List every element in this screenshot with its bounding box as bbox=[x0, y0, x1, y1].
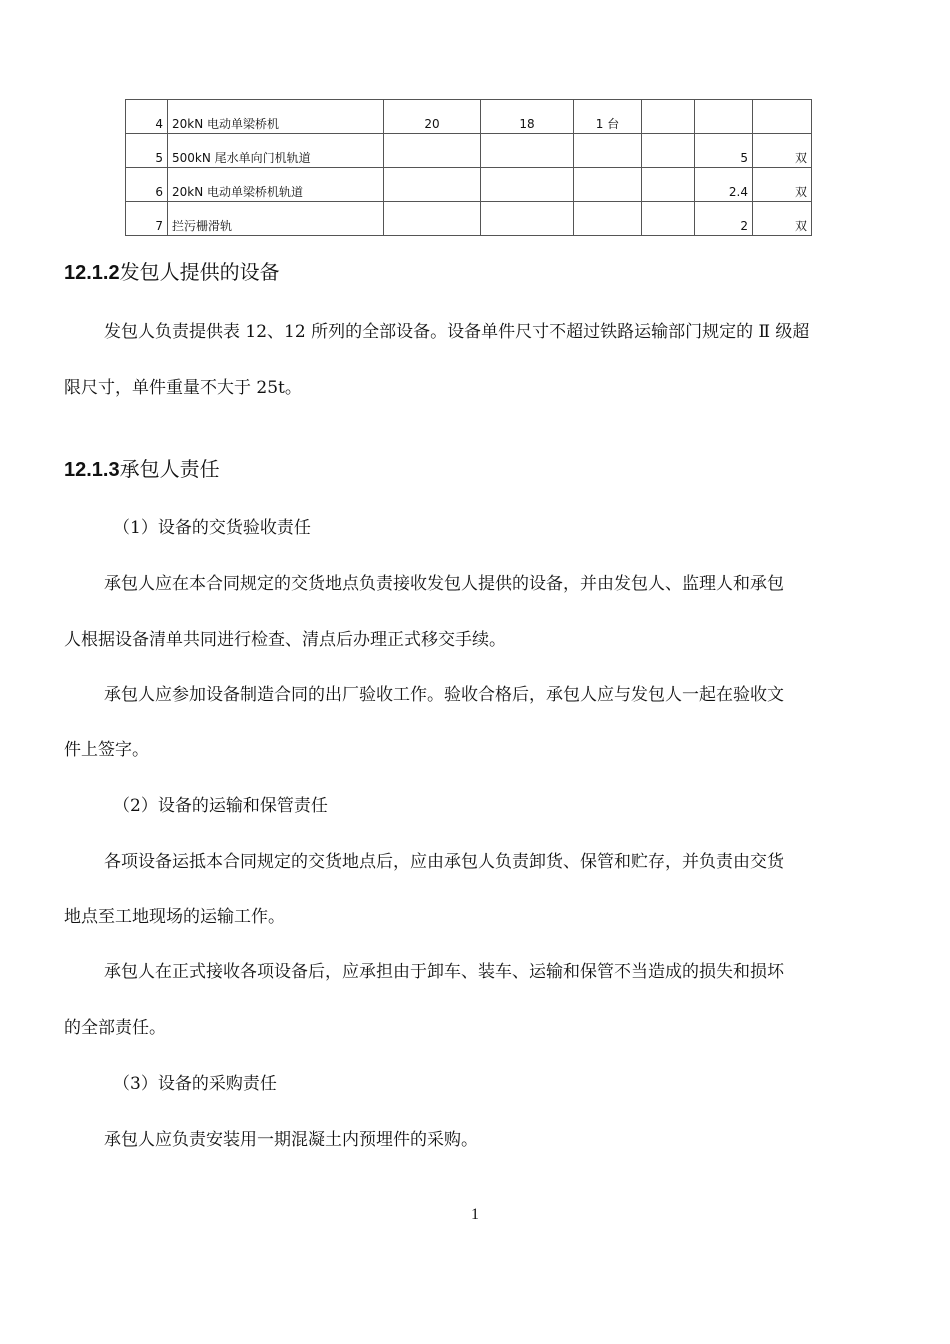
table-cell bbox=[481, 202, 574, 236]
table-row bbox=[126, 134, 812, 168]
paragraph-line: 限尺寸，单件重量不大于 25t。 bbox=[64, 378, 302, 398]
table-cell bbox=[642, 202, 695, 236]
table-cell bbox=[753, 100, 812, 134]
paragraph-line: 承包人应负责安装用一期混凝土内预埋件的采购。 bbox=[104, 1130, 478, 1150]
table-cell: 1 台 bbox=[574, 100, 642, 134]
table-row bbox=[126, 168, 812, 202]
equipment-table bbox=[125, 99, 812, 236]
table-cell bbox=[695, 100, 753, 134]
paragraph-line: 发包人负责提供表 12、12 所列的全部设备。设备单件尺寸不超过铁路运输部门规定的 Ⅱ 级超 bbox=[104, 322, 810, 342]
table-cell bbox=[574, 134, 642, 168]
section-heading-12-1-3 bbox=[64, 453, 220, 482]
paragraph-line: 件上签字。 bbox=[64, 740, 149, 760]
equipment-name: 20kN 电动单梁桥机轨道 bbox=[168, 168, 384, 202]
row-number: 7 bbox=[126, 202, 168, 236]
table-cell bbox=[384, 202, 481, 236]
section-title: 承包人责任 bbox=[119, 457, 220, 481]
paragraph-line: 承包人在正式接收各项设备后，应承担由于卸车、装车、运输和保管不当造成的损失和损坏 bbox=[104, 962, 784, 982]
table-cell: 2.4 bbox=[695, 168, 753, 202]
table-cell: 双 bbox=[753, 202, 812, 236]
subheading: （2）设备的运输和保管责任 bbox=[113, 796, 328, 816]
table-cell bbox=[642, 168, 695, 202]
table-cell bbox=[642, 100, 695, 134]
section-number: 12.1.2 bbox=[64, 262, 120, 284]
equipment-name: 拦污栅滑轨 bbox=[168, 202, 384, 236]
row-number: 4 bbox=[126, 100, 168, 134]
paragraph-line: 人根据设备清单共同进行检查、清点后办理正式移交手续。 bbox=[64, 630, 506, 650]
table-cell: 20 bbox=[384, 100, 481, 134]
paragraph-line: 地点至工地现场的运输工作。 bbox=[64, 907, 285, 927]
section-heading-12-1-2 bbox=[64, 256, 280, 285]
table-row bbox=[126, 202, 812, 236]
table-row bbox=[126, 100, 812, 134]
paragraph-line: 承包人应在本合同规定的交货地点负责接收发包人提供的设备，并由发包人、监理人和承包 bbox=[104, 574, 784, 594]
equipment-name: 20kN 电动单梁桥机 bbox=[168, 100, 384, 134]
table-cell bbox=[481, 168, 574, 202]
table-cell: 2 bbox=[695, 202, 753, 236]
table-cell: 双 bbox=[753, 134, 812, 168]
table-cell: 双 bbox=[753, 168, 812, 202]
table-cell: 18 bbox=[481, 100, 574, 134]
section-title: 发包人提供的设备 bbox=[119, 260, 280, 284]
paragraph-line: 承包人应参加设备制造合同的出厂验收工作。验收合格后，承包人应与发包人一起在验收文 bbox=[104, 685, 784, 705]
table-cell: 5 bbox=[695, 134, 753, 168]
subheading: （1）设备的交货验收责任 bbox=[113, 518, 311, 538]
subheading: （3）设备的采购责任 bbox=[113, 1074, 277, 1094]
row-number: 5 bbox=[126, 134, 168, 168]
paragraph-line: 的全部责任。 bbox=[64, 1018, 166, 1038]
table-cell bbox=[574, 168, 642, 202]
page-number: 1 bbox=[471, 1206, 479, 1223]
section-number: 12.1.3 bbox=[64, 459, 120, 481]
table-cell bbox=[574, 202, 642, 236]
table-cell bbox=[642, 134, 695, 168]
paragraph-line: 各项设备运抵本合同规定的交货地点后，应由承包人负责卸货、保管和贮存，并负责由交货 bbox=[104, 852, 784, 872]
table-cell bbox=[481, 134, 574, 168]
equipment-name: 500kN 尾水单向门机轨道 bbox=[168, 134, 384, 168]
table-cell bbox=[384, 134, 481, 168]
row-number: 6 bbox=[126, 168, 168, 202]
table-cell bbox=[384, 168, 481, 202]
